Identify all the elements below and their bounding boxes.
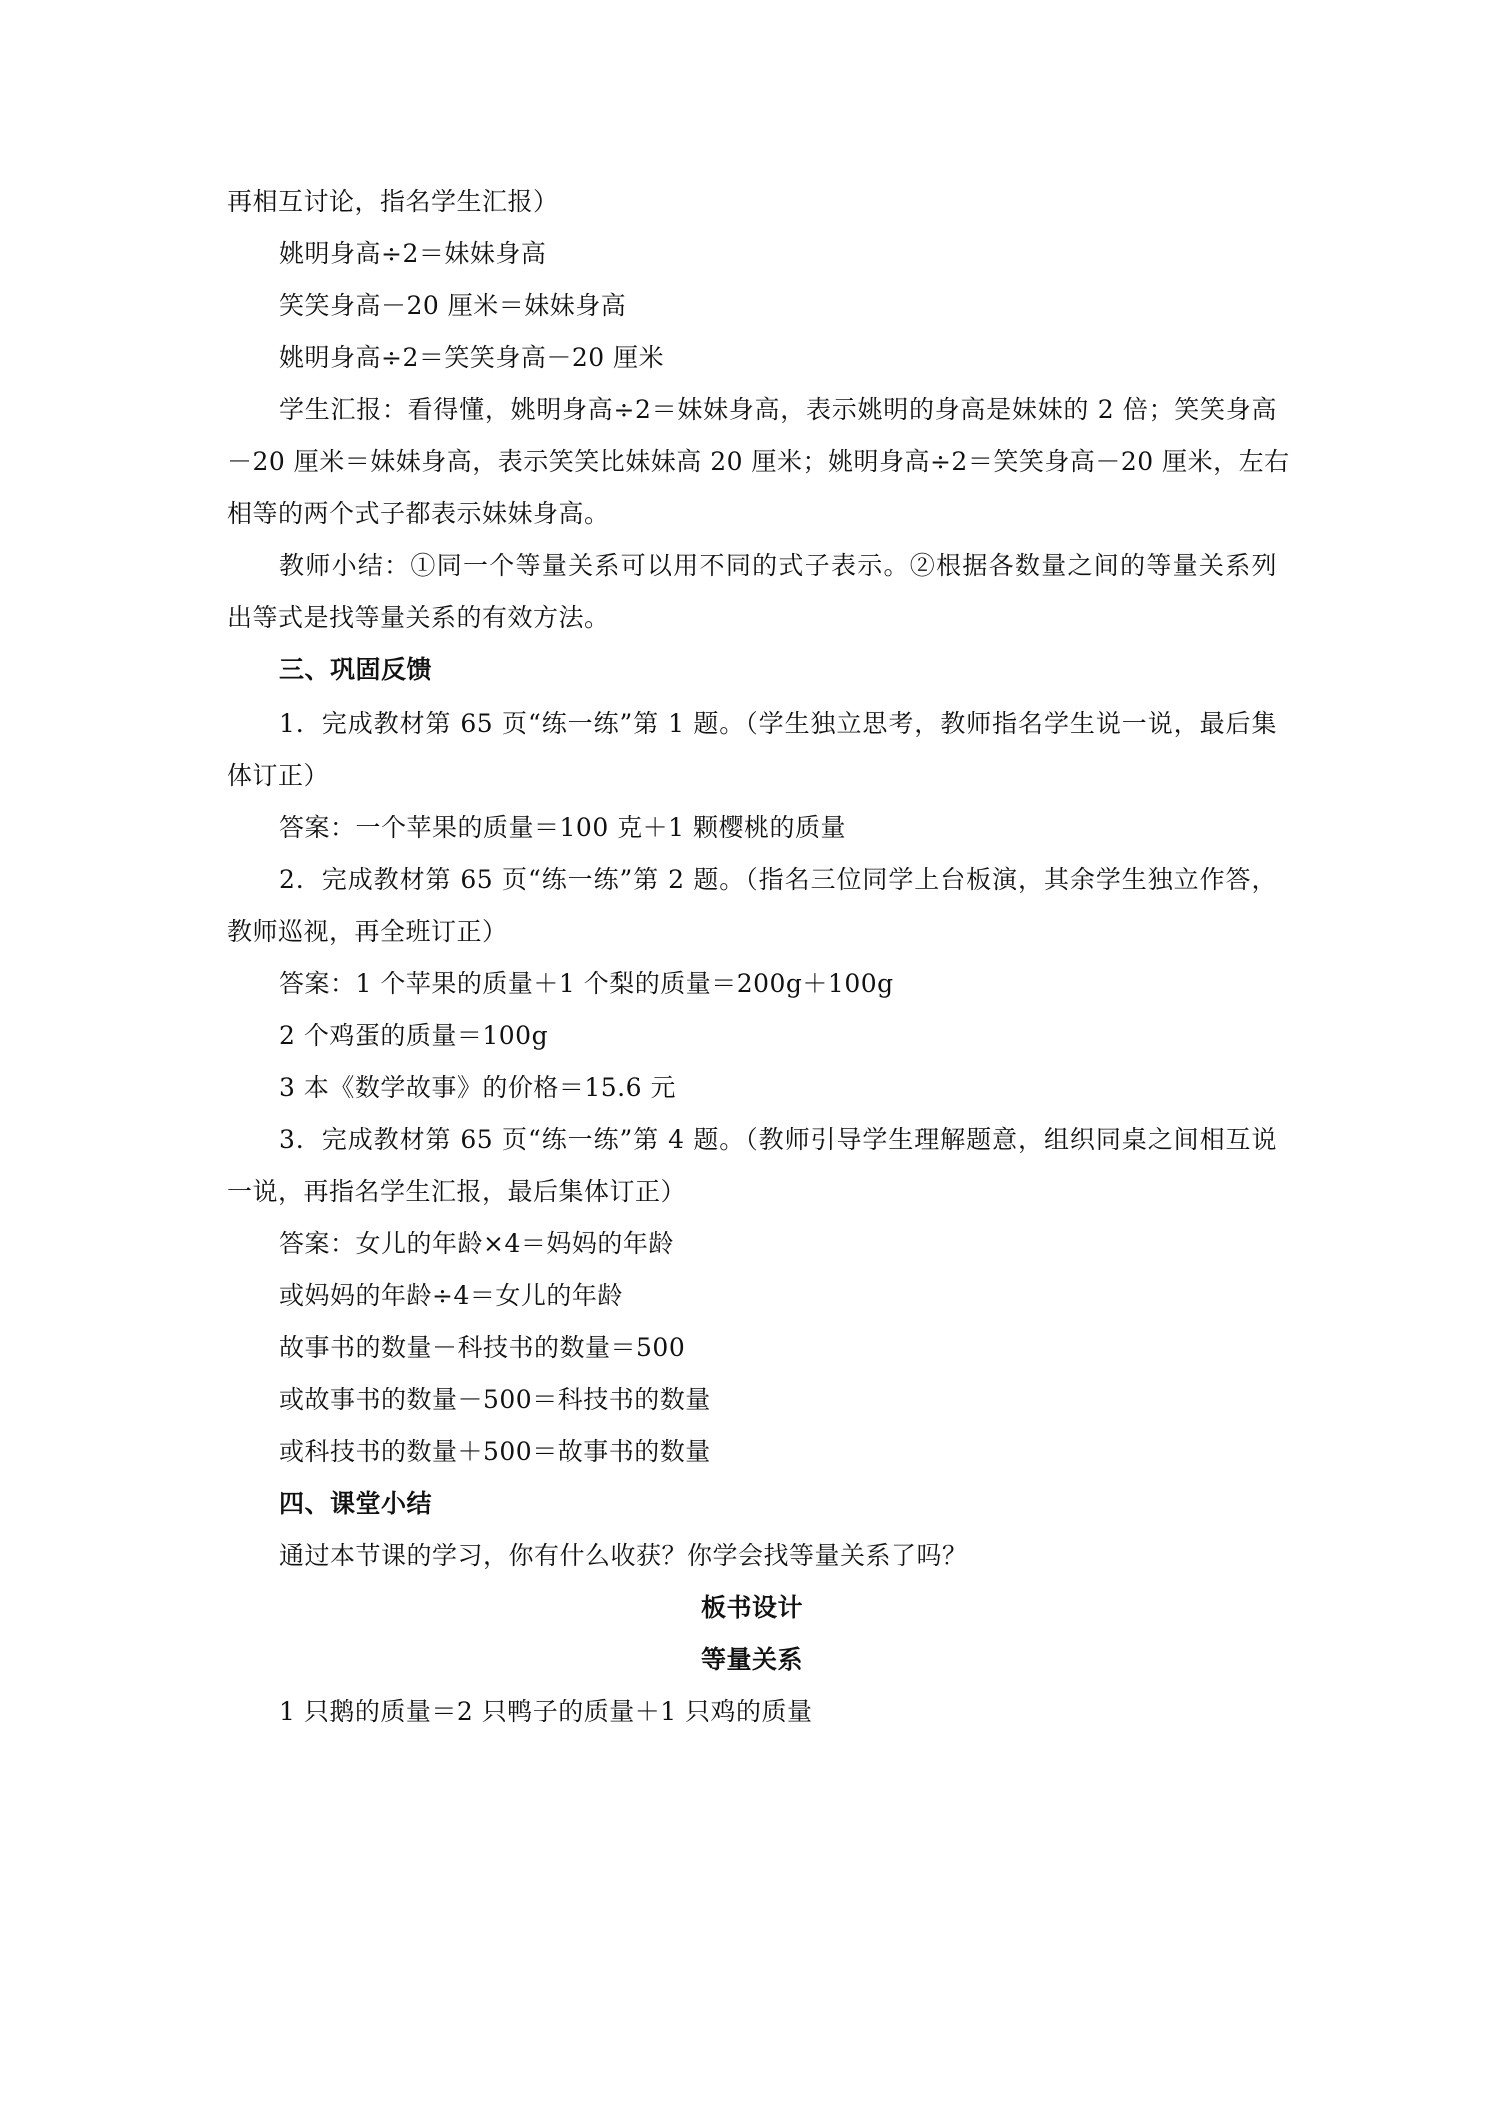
answer-line: 2 个鸡蛋的质量＝100g xyxy=(279,1021,549,1050)
paragraph-line: 体订正） xyxy=(227,761,330,790)
paragraph-line: 教师小结：①同一个等量关系可以用不同的式子表示。②根据各数量之间的等量关系列 xyxy=(279,551,1277,580)
equation-line: 笑笑身高－20 厘米＝妹妹身高 xyxy=(279,291,627,320)
equation-line: 姚明身高÷2＝妹妹身高 xyxy=(279,239,547,268)
equation-line: 姚明身高÷2＝笑笑身高－20 厘米 xyxy=(279,343,665,372)
paragraph-line: 通过本节课的学习，你有什么收获？你学会找等量关系了吗？ xyxy=(279,1541,968,1570)
paragraph-line: 出等式是找等量关系的有效方法。 xyxy=(227,603,610,632)
answer-line: 或科技书的数量＋500＝故事书的数量 xyxy=(279,1437,711,1466)
answer-line: 3 本《数学故事》的价格＝15.6 元 xyxy=(279,1073,676,1102)
paragraph-line: 教师巡视，再全班订正） xyxy=(227,917,508,946)
paragraph-line: 1．完成教材第 65 页“练一练”第 1 题。（学生独立思考，教师指名学生说一说，最后集 xyxy=(279,709,1277,738)
paragraph-line: 3．完成教材第 65 页“练一练”第 4 题。（教师引导学生理解题意，组织同桌之间相互说 xyxy=(279,1125,1277,1154)
paragraph-line: 一说，再指名学生汇报，最后集体订正） xyxy=(227,1177,687,1206)
paragraph-line: 再相互讨论，指名学生汇报） xyxy=(227,187,559,216)
paragraph-line: 学生汇报：看得懂，姚明身高÷2＝妹妹身高，表示姚明的身高是妹妹的 2 倍；笑笑身高 xyxy=(279,395,1277,424)
answer-line: 或故事书的数量－500＝科技书的数量 xyxy=(279,1385,711,1414)
board-design-title: 板书设计 xyxy=(700,1593,803,1622)
board-design-equation: 1 只鹅的质量＝2 只鸭子的质量＋1 只鸡的质量 xyxy=(279,1697,813,1726)
answer-line: 答案：一个苹果的质量＝100 克＋1 颗樱桃的质量 xyxy=(279,813,847,842)
paragraph-line: －20 厘米＝妹妹身高，表示笑笑比妹妹高 20 厘米；姚明身高÷2＝笑笑身高－20 厘米，左右 xyxy=(227,447,1290,476)
paragraph-line: 2．完成教材第 65 页“练一练”第 2 题。（指名三位同学上台板演，其余学生独立作答， xyxy=(279,865,1277,894)
section-heading: 三、巩固反馈 xyxy=(279,655,433,684)
paragraph-line: 相等的两个式子都表示妹妹身高。 xyxy=(227,499,610,528)
answer-line: 答案：女儿的年龄×4＝妈妈的年龄 xyxy=(279,1229,674,1258)
answer-line: 答案：1 个苹果的质量＋1 个梨的质量＝200g＋100g xyxy=(279,969,894,998)
section-heading: 四、课堂小结 xyxy=(279,1489,433,1518)
answer-line: 或妈妈的年龄÷4＝女儿的年龄 xyxy=(279,1281,623,1310)
answer-line: 故事书的数量－科技书的数量＝500 xyxy=(279,1333,686,1362)
board-design-subtitle: 等量关系 xyxy=(700,1645,803,1674)
document-page xyxy=(227,176,1290,1738)
